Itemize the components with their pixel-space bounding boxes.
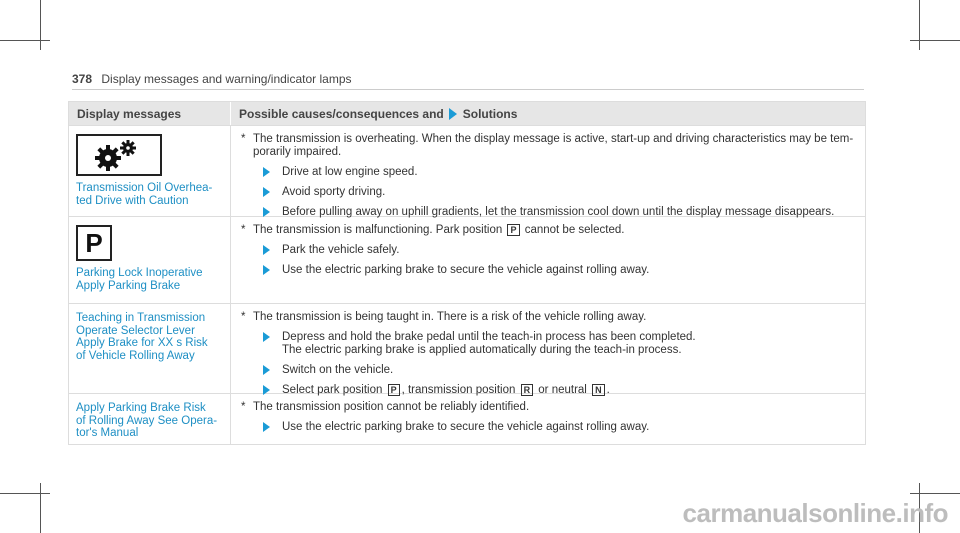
cause-text bbox=[241, 311, 855, 324]
step-text: The electric parking brake is applied automatically during the teach-in process. bbox=[282, 344, 682, 356]
message-label-line: Parking Lock Inoperative bbox=[76, 267, 203, 279]
step-text: Park the vehicle safely. bbox=[282, 244, 400, 256]
reverse-key-icon: R bbox=[521, 384, 534, 396]
cause-line: porarily impaired. bbox=[253, 146, 342, 158]
step-text: Switch on the vehicle. bbox=[282, 364, 394, 376]
message-label-line: Apply Parking Brake bbox=[76, 279, 181, 292]
transmission-gear-icon bbox=[76, 134, 162, 176]
solution-step bbox=[263, 331, 855, 357]
message-label-line: Transmission Oil Overhea- bbox=[76, 182, 213, 194]
column-header-causes-text: Possible causes/consequences and bbox=[239, 106, 444, 121]
park-key-icon: P bbox=[388, 384, 400, 396]
table-header bbox=[69, 102, 865, 125]
arrow-right-icon bbox=[263, 187, 270, 197]
crop-mark bbox=[40, 0, 41, 50]
parking-p-icon bbox=[76, 225, 112, 261]
parking-p-letter: P bbox=[85, 228, 103, 258]
step-text: Drive at low engine speed. bbox=[282, 166, 418, 178]
message-label-line: Apply Brake for XX s Risk bbox=[76, 337, 208, 349]
solution-cell bbox=[231, 394, 865, 444]
watermark: carmanualsonline.info bbox=[682, 498, 948, 528]
solution-step bbox=[263, 264, 855, 277]
arrow-right-icon bbox=[263, 245, 270, 255]
cause-line: The transmission is being taught in. There is a risk of the vehicle rolling away. bbox=[253, 311, 647, 323]
bullet-star: * bbox=[241, 311, 246, 323]
message-cell bbox=[69, 126, 231, 216]
crop-mark bbox=[919, 0, 920, 50]
message-label-line: of Vehicle Rolling Away bbox=[76, 349, 195, 362]
message-cell bbox=[69, 217, 231, 303]
step-text: Depress and hold the brake pedal until the teach-in process has been completed. bbox=[282, 331, 696, 343]
step-text: Before pulling away on uphill gradients, let the transmission cool down until the display message disappears. bbox=[282, 206, 835, 218]
solution-cell bbox=[231, 217, 865, 303]
table-row bbox=[69, 125, 865, 216]
arrow-right-icon bbox=[263, 365, 270, 375]
message-label-line: of Rolling Away See Opera- bbox=[76, 414, 218, 427]
cause-text bbox=[241, 133, 855, 159]
crop-mark bbox=[0, 40, 50, 41]
step-text: or neutral bbox=[538, 384, 587, 396]
step-text: Use the electric parking brake to secure the vehicle against rolling away. bbox=[282, 421, 650, 433]
arrow-right-icon bbox=[263, 332, 270, 342]
cause-line: The transmission position cannot be reliably identified. bbox=[253, 401, 530, 413]
cause-part: cannot be selected. bbox=[524, 224, 625, 236]
cause-line: The transmission is overheating. When the display message is active, start-up and driving characteristics may be tem- bbox=[253, 133, 854, 145]
bullet-star: * bbox=[241, 401, 246, 413]
column-header-causes bbox=[231, 107, 517, 121]
page-header bbox=[72, 72, 352, 86]
cause-text bbox=[241, 224, 855, 237]
step-text: , transmission position bbox=[401, 384, 516, 396]
step-text: . bbox=[606, 384, 610, 396]
page-number: 378 bbox=[72, 72, 93, 86]
message-label-line: Operate Selector Lever bbox=[76, 324, 195, 337]
crop-mark bbox=[40, 483, 41, 533]
cause-text bbox=[241, 401, 855, 414]
bullet-star: * bbox=[241, 133, 246, 145]
arrow-right-icon bbox=[263, 167, 270, 177]
crop-mark bbox=[0, 493, 50, 494]
step-text: Select park position bbox=[282, 384, 383, 396]
table-row bbox=[69, 393, 865, 444]
solution-step bbox=[263, 186, 855, 199]
messages-table bbox=[68, 101, 866, 445]
table-row bbox=[69, 216, 865, 303]
solution-step bbox=[263, 166, 855, 179]
arrow-right-icon bbox=[449, 108, 457, 120]
neutral-key-icon: N bbox=[592, 384, 605, 396]
column-header-solutions: Solutions bbox=[462, 106, 518, 121]
message-label-line: tor's Manual bbox=[76, 427, 139, 439]
arrow-right-icon bbox=[263, 422, 270, 432]
park-key-icon: P bbox=[507, 224, 519, 236]
step-text: Use the electric parking brake to secure the vehicle against rolling away. bbox=[282, 264, 650, 276]
arrow-right-icon bbox=[263, 207, 270, 217]
message-label-line: Apply Parking Brake Risk bbox=[76, 402, 206, 414]
solution-cell bbox=[231, 304, 865, 396]
message-cell bbox=[69, 304, 231, 393]
header-divider bbox=[72, 89, 864, 90]
message-cell bbox=[69, 394, 231, 444]
crop-mark bbox=[910, 493, 960, 494]
crop-mark bbox=[910, 40, 960, 41]
page-title: Display messages and warning/indicator lamps bbox=[101, 72, 352, 86]
bullet-star: * bbox=[241, 224, 246, 236]
cause-part: The transmission is malfunctioning. Park position bbox=[253, 224, 503, 236]
step-text: Avoid sporty driving. bbox=[282, 186, 386, 198]
solution-step bbox=[263, 244, 855, 257]
arrow-right-icon bbox=[263, 265, 270, 275]
message-label-line: Teaching in Transmission bbox=[76, 312, 206, 324]
message-label-line: ted Drive with Caution bbox=[76, 194, 189, 207]
solution-cell bbox=[231, 126, 865, 216]
column-header-messages: Display messages bbox=[69, 102, 231, 125]
solution-step bbox=[263, 364, 855, 377]
solution-step bbox=[263, 421, 855, 434]
table-row bbox=[69, 303, 865, 396]
